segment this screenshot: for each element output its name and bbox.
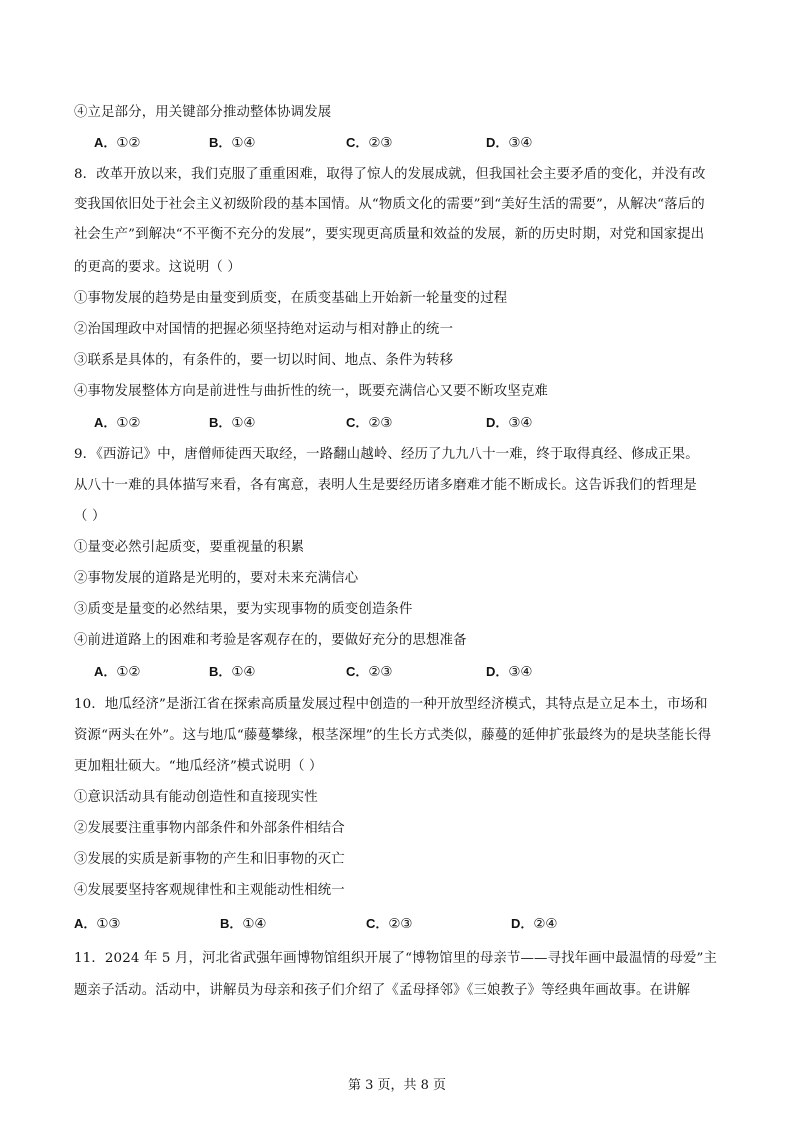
choice-c: C．②③ bbox=[346, 664, 393, 680]
q8-stem-line-3: 社会生产”到解决“不平衡不充分的发展”，要实现更高质量和效益的发展，新的历史时期，对党和国家提出 bbox=[74, 227, 705, 242]
q7-answer-choices bbox=[74, 134, 734, 152]
q8-stem-line-2: 变我国依旧处于社会主义初级阶段的基本国情。从“物质文化的需要”到“美好生活的需要”，从解决“落后的 bbox=[74, 197, 705, 212]
q10-statement-2: ②发展要注重事物内部条件和外部条件相结合 bbox=[74, 821, 345, 836]
q10-stem-line-1: 10．地瓜经济”是浙江省在探索高质量发展过程中创造的一种开放型经济模式，其特点是立足本土，市场和 bbox=[74, 697, 708, 712]
q10-statement-4: ④发展要坚持客观规律性和主观能动性相统一 bbox=[74, 883, 345, 898]
choice-b: B．①④ bbox=[220, 916, 267, 932]
q10-statement-1: ①意识活动具有能动创造性和直接现实性 bbox=[74, 790, 318, 805]
q9-statement-3: ③质变是量变的必然结果，要为实现事物的质变创造条件 bbox=[74, 602, 413, 617]
q8-answer-choices bbox=[74, 414, 734, 432]
choice-d: D．③④ bbox=[486, 664, 533, 680]
choice-b: B．①④ bbox=[209, 415, 256, 431]
q9-stem-line-1: 9．《西游记》中，唐僧师徒西天取经，一路翻山越岭、经历了九九八十一难，终于取得真经、修成正果。 bbox=[74, 447, 699, 462]
q8-stem-line-4: 的更高的要求。这说明（ ） bbox=[74, 260, 241, 275]
q11-stem-line-2: 题亲子活动。活动中，讲解员为母亲和孩子们介绍了《孟母择邻》《三娘教子》等经典年画故事。在讲解 bbox=[74, 983, 691, 998]
choice-b: B．①④ bbox=[209, 664, 256, 680]
q7-option-statement-4: ④立足部分，用关键部分推动整体协调发展 bbox=[74, 105, 332, 120]
q9-statement-1: ①量变必然引起质变，要重视量的积累 bbox=[74, 540, 305, 555]
q9-stem-line-3: （ ） bbox=[74, 509, 106, 524]
choice-d: D．③④ bbox=[486, 415, 533, 431]
q8-statement-4: ④事物发展整体方向是前进性与曲折性的统一，既要充满信心又要不断攻坚克难 bbox=[74, 384, 548, 399]
choice-c: C．②③ bbox=[366, 916, 413, 932]
q10-answer-choices bbox=[74, 915, 734, 933]
choice-a: A．①③ bbox=[74, 916, 121, 932]
q9-stem-line-2: 从八十一难的具体描写来看，各有寓意，表明人生是要经历诸多磨难才能不断成长。这告诉我们的哲理是 bbox=[74, 478, 697, 493]
q8-statement-1: ①事物发展的趋势是由量变到质变，在质变基础上开始新一轮量变的过程 bbox=[74, 291, 508, 306]
q10-stem-line-3: 更加粗壮硕大。“地瓜经济”模式说明（ ） bbox=[74, 759, 323, 774]
choice-a: A．①② bbox=[94, 415, 141, 431]
choice-c: C．②③ bbox=[346, 415, 393, 431]
q9-answer-choices bbox=[74, 663, 734, 681]
choice-b: B．①④ bbox=[209, 135, 256, 151]
q11-stem-line-1: 11．2024 年 5 月，河北省武强年画博物馆组织开展了“博物馆里的母亲节——寻找年画中最温情的母爱”主 bbox=[74, 951, 718, 966]
q8-statement-3: ③联系是具体的，有条件的，要一切以时间、地点、条件为转移 bbox=[74, 353, 454, 368]
choice-c: C．②③ bbox=[346, 135, 393, 151]
choice-a: A．①② bbox=[94, 664, 141, 680]
q9-statement-2: ②事物发展的道路是光明的，要对未来充满信心 bbox=[74, 571, 359, 586]
q10-stem-line-2: 资源“两头在外”。这与地瓜“藤蔓攀缘，根茎深埋”的生长方式类似，藤蔓的延伸扩张最终为的是块茎能长得 bbox=[74, 728, 712, 743]
q8-statement-2: ②治国理政中对国情的把握必须坚持绝对运动与相对静止的统一 bbox=[74, 322, 454, 337]
q8-stem-line-1: 8．改革开放以来，我们克服了重重困难，取得了惊人的发展成就，但我国社会主要矛盾的变化，并没有改 bbox=[74, 167, 706, 182]
choice-a: A．①② bbox=[94, 135, 141, 151]
q9-statement-4: ④前进道路上的困难和考验是客观存在的，要做好充分的思想准备 bbox=[74, 633, 467, 648]
q10-statement-3: ③发展的实质是新事物的产生和旧事物的灭亡 bbox=[74, 852, 345, 867]
choice-d: D．③④ bbox=[486, 135, 533, 151]
choice-d: D．②④ bbox=[511, 916, 558, 932]
page-number-footer: 第 3 页，共 8 页 bbox=[347, 1078, 447, 1093]
